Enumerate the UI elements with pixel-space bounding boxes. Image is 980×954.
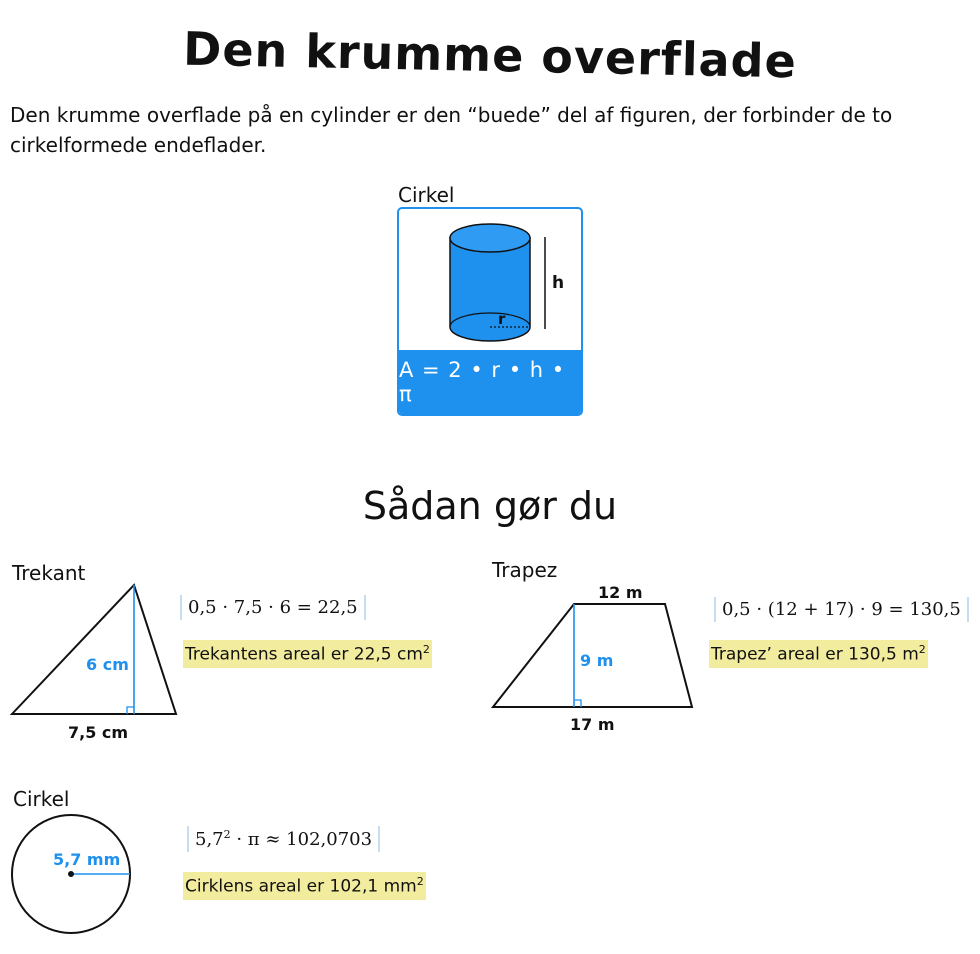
circle-result: Cirklens areal er 102,1 $mm^2$ [183,872,426,900]
circle-figure [10,813,140,943]
triangle-label: Trekant [12,561,86,585]
page-title: Den krumme overflade [182,21,798,89]
h-label: h [552,273,565,293]
triangle-formula: 0,5 · 7,5 · 6 = 22,5 [180,595,366,620]
trapezoid-label: Trapez [492,558,558,582]
cylinder-formula: A = 2 • r • h • π [399,350,581,414]
triangle-base-label: 7,5 cm [68,723,129,742]
circle-label: Cirkel [13,787,70,811]
circle-radius-label: 5,7 mm [53,850,121,869]
triangle-figure [0,580,180,720]
section-title: Sådan gør du [362,484,618,528]
cylinder-card [397,207,583,416]
triangle-height-label: 6 cm [86,655,129,674]
triangle-result: Trekantens areal er 22,5 $cm^2$ [183,640,432,668]
trapezoid-result: Trapez’ areal er 130,5 $m^2$ [709,640,928,668]
trapezoid-formula: 0,5 · (12 + 17) · 9 = 130,5 [714,597,969,622]
card-label: Cirkel [398,183,455,207]
trapezoid-bottom-label: 17 m [570,715,615,734]
r-label: r [498,310,506,328]
circle-formula: $5,7^2 \cdot \pi \approx 102,0703$ [187,826,380,852]
intro-text: Den krumme overflade på en cylinder er den “buede” del af figuren, der forbinder de to cirkelformede endeflader. [10,103,893,157]
trapezoid-height-label: 9 m [580,651,614,670]
trapezoid-top-label: 12 m [598,583,643,602]
